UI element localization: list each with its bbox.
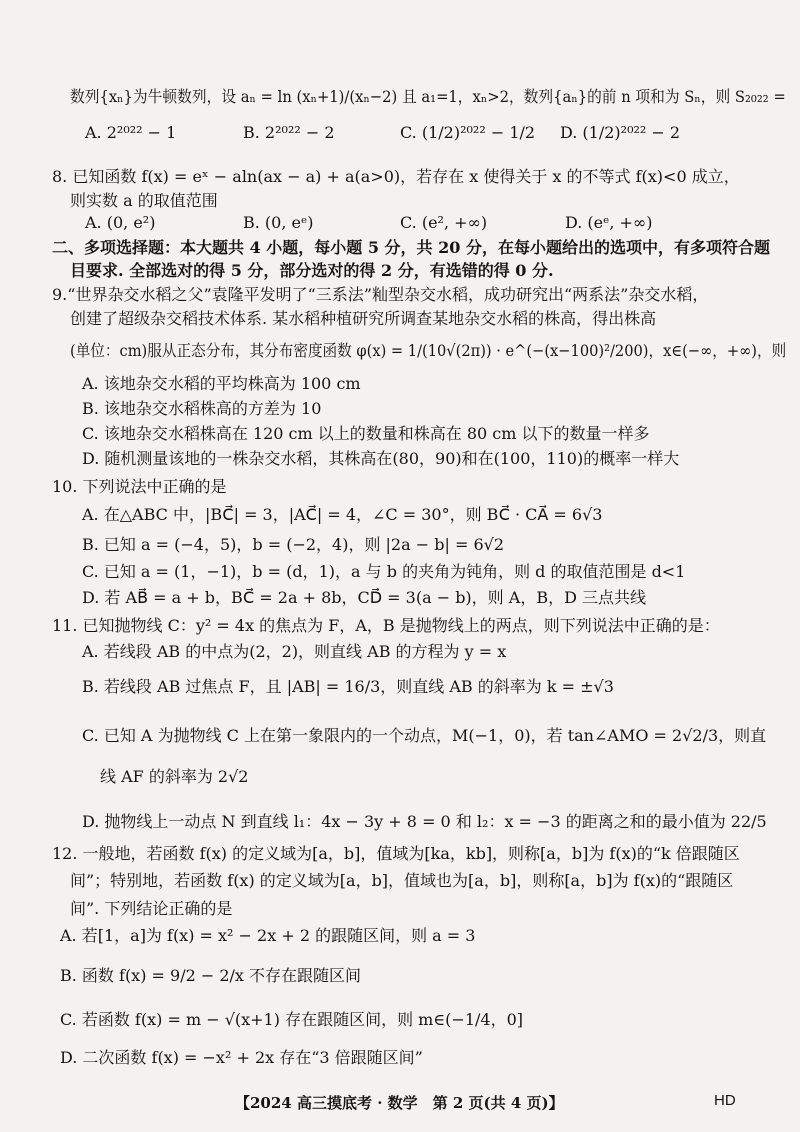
q11-option-d: D. 抛物线上一动点 N 到直线 l₁：4x − 3y + 8 = 0 和 l₂：x = −3 的距离之和的最小值为 22/5 (82, 812, 767, 831)
q9-line2: 创建了超级杂交稻技术体系. 某水稻种植研究所调查某地杂交水稻的株高，得出株高 (70, 309, 657, 328)
q12-option-c: C. 若函数 f(x) = m − √(x+1) 存在跟随区间，则 m∈(−1/4，0] (60, 1010, 523, 1029)
footer-code: HD (714, 1092, 736, 1109)
q8-option-c: C. (e², +∞) (400, 213, 488, 232)
q12-option-d: D. 二次函数 f(x) = −x² + 2x 存在“3 倍跟随区间” (60, 1048, 423, 1067)
q9-option-d: D. 随机测量该地的一株杂交水稻，其株高在(80，90)和在(100，110)的概率一样大 (82, 449, 680, 468)
section2-heading-line2: 目要求. 全部选对的得 5 分，部分选对的得 2 分，有选错的得 0 分. (70, 261, 554, 280)
q9-option-c: C. 该地杂交水稻株高在 120 cm 以上的数量和株高在 80 cm 以下的数量一样多 (82, 424, 650, 443)
q8-option-d: D. (eᵉ, +∞) (565, 213, 653, 232)
q7-stem: 数列{xₙ}为牛顿数列，设 aₙ = ln (xₙ+1)/(xₙ−2) 且 a₁=1，xₙ>2，数列{aₙ}的前 n 项和为 Sₙ，则 S₂₀₂₂ = (70, 87, 786, 106)
q8-option-b: B. (0, eᵉ) (243, 213, 314, 232)
q7-option-d: D. (1/2)²⁰²² − 2 (560, 123, 681, 142)
q12-option-a: A. 若[1，a]为 f(x) = x² − 2x + 2 的跟随区间，则 a = 3 (60, 926, 476, 945)
q7-option-b: B. 2²⁰²² − 2 (243, 123, 335, 142)
q11-option-b: B. 若线段 AB 过焦点 F，且 |AB| = 16/3，则直线 AB 的斜率为 k = ±√3 (82, 677, 614, 696)
q10-stem: 10. 下列说法中正确的是 (52, 477, 227, 496)
q9-line1: 9.“世界杂交水稻之父”袁隆平发明了“三系法”籼型杂交水稻，成功研究出“两系法”杂交水稻， (52, 285, 709, 304)
q8-line1: 8. 已知函数 f(x) = eˣ − aln(ax − a) + a(a>0)，若存在 x 使得关于 x 的不等式 f(x)<0 成立， (52, 167, 740, 186)
q11-option-c-line2: 线 AF 的斜率为 2√2 (100, 767, 249, 786)
q10-option-d: D. 若 AB⃗ = a + b，BC⃗ = 2a + 8b，CD⃗ = 3(a − b)，则 A，B，D 三点共线 (82, 588, 646, 607)
q11-stem: 11. 已知抛物线 C：y² = 4x 的焦点为 F，A，B 是抛物线上的两点，则下列说法中正确的是： (52, 616, 720, 635)
q10-option-a: A. 在△ABC 中，|BC⃗| = 3，|AC⃗| = 4，∠C = 30°，则 BC⃗ · CA⃗ = 6√3 (82, 505, 603, 524)
q9-line3: (单位：cm)服从正态分布，其分布密度函数 φ(x) = 1/(10√(2π)) · e^(−(x−100)²/200)，x∈(−∞，+∞)，则 (70, 341, 787, 360)
q8-option-a: A. (0, e²) (85, 213, 156, 232)
q10-option-c: C. 已知 a = (1，−1)，b = (d，1)，a 与 b 的夹角为钝角，则 d 的取值范围是 d<1 (82, 562, 686, 581)
footer-caption: 【2024 高三摸底考 · 数学 第 2 页(共 4 页)】 (235, 1094, 564, 1112)
q12-line3: 间”. 下列结论正确的是 (70, 899, 233, 918)
q12-line2: 间”；特别地，若函数 f(x) 的定义域为[a，b]，值域也为[a，b]，则称[a，b]为 f(x)的“跟随区 (70, 871, 734, 890)
q7-option-c: C. (1/2)²⁰²² − 1/2 (400, 123, 536, 142)
q7-option-a: A. 2²⁰²² − 1 (85, 123, 177, 142)
q8-line2: 则实数 a 的取值范围 (70, 191, 218, 210)
q12-line1: 12. 一般地，若函数 f(x) 的定义域为[a，b]，值域为[ka，kb]，则称[a，b]为 f(x)的“k 倍跟随区 (52, 844, 740, 863)
q11-option-a: A. 若线段 AB 的中点为(2，2)，则直线 AB 的方程为 y = x (82, 642, 507, 661)
q9-option-a: A. 该地杂交水稻的平均株高为 100 cm (82, 374, 361, 393)
q10-option-b: B. 已知 a = (−4，5)，b = (−2，4)，则 |2a − b| = 6√2 (82, 535, 504, 554)
q9-option-b: B. 该地杂交水稻株高的方差为 10 (82, 399, 322, 418)
q12-option-b: B. 函数 f(x) = 9/2 − 2/x 不存在跟随区间 (60, 966, 362, 985)
q11-option-c-line1: C. 已知 A 为抛物线 C 上在第一象限内的一个动点，M(−1，0)，若 tan∠AMO = 2√2/3，则直 (82, 726, 767, 745)
section2-heading-line1: 二、多项选择题：本大题共 4 小题，每小题 5 分，共 20 分，在每小题给出的选项中，有多项符合题 (52, 238, 770, 257)
